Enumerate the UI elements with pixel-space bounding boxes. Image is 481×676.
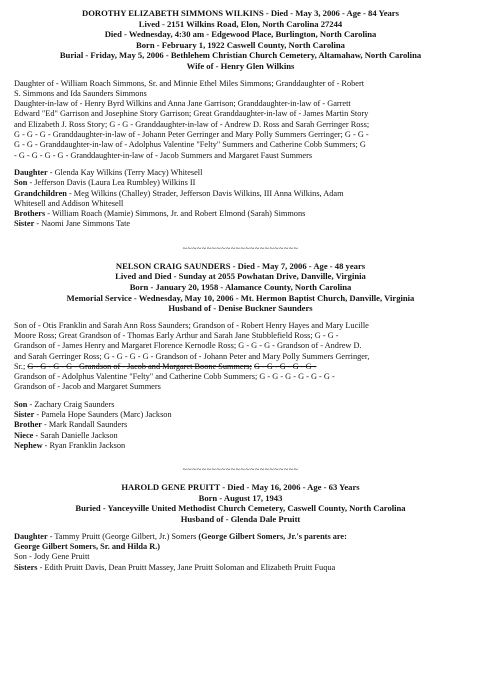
- survivor-line: [14, 219, 467, 229]
- survivors-list: [14, 532, 467, 573]
- header-line: Husband of - Denise Buckner Saunders: [168, 303, 313, 314]
- survivor-line: [14, 420, 467, 430]
- survivor-label: Brother: [14, 420, 42, 430]
- survivor-line: [14, 400, 467, 410]
- survivor-label: Brothers: [14, 209, 46, 219]
- lineage-line: Grandson of - James Henry and Margaret Florence Kernodle Ross; G - G - G - Grandson of - Andrew D.: [14, 341, 362, 351]
- survivor-label: Grandchildren: [14, 188, 67, 198]
- obituary-header: [14, 482, 467, 524]
- lineage-line: Son of - Otis Franklin and Sarah Ann Ross Saunders; Grandson of - Robert Henry Hayes and Mary Lucille: [14, 320, 369, 330]
- survivor-label: Nephew: [14, 440, 43, 450]
- lineage-line: Moore Ross; Great Grandson of - Thomas Early Arthur and Sarah Jane Stubblefield Ross; G - G -: [14, 330, 339, 340]
- survivor-note: George Gilbert Somers, Sr. and Hilda R.): [14, 541, 161, 551]
- lineage-line: G - G - G - Granddaughter-in-law of - Johann Peter Gerringer and Mary Polly Summers Gerringer; G - G -: [14, 130, 369, 140]
- lineage-line: Daughter-in-law of - Henry Byrd Wilkins and Anna Jane Garrison; Granddaughter-in-law of - Garrett: [14, 99, 351, 109]
- lineage-line: and Sarah Gerringer Ross; G - G - G - G - Grandson of - Johann Peter and Mary Polly Summers Gerringer,: [14, 351, 370, 361]
- struck-text: G - G - G - G - Grandson of - Jacob and Margaret Boone Summers;: [27, 361, 252, 371]
- obituary-pruitt: [14, 482, 467, 573]
- lineage-line: S. Simmons and Ida Saunders Simmons: [14, 88, 147, 98]
- header-line: Burial - Friday, May 5, 2006 - Bethlehem Christian Church Cemetery, Altamahaw, North Carolina: [59, 50, 422, 61]
- survivor-label: Sister: [14, 410, 35, 420]
- header-line: DOROTHY ELIZABETH SIMMONS WILKINS - Died - May 3, 2006 - Age - 84 Years: [82, 8, 399, 18]
- lineage-line: Grandson of - Jacob and Margaret Summers: [14, 382, 161, 392]
- survivor-text: - Jefferson Davis (Laura Lea Rumbley) Wilkins II: [27, 178, 196, 188]
- survivor-note: (George Gilbert Somers, Jr.'s parents are:: [196, 531, 347, 541]
- header-line: Memorial Service - Wednesday, May 10, 2006 - Mt. Hermon Baptist Church, Danville, Virginia: [66, 292, 415, 303]
- obituary-wilkins: [14, 8, 467, 230]
- header-line: HAROLD GENE PRUITT - Died - May 16, 2006 - Age - 63 Years: [121, 482, 360, 493]
- survivor-text: Son - Jody Gene Pruitt: [14, 552, 90, 562]
- lineage-line: and Elizabeth J. Ross Story; G - G - Granddaughter-in-law of - Andrew D. Ross and Sarah Gerringer Ross;: [14, 119, 370, 129]
- lineage-text: Sr.;: [14, 361, 26, 371]
- survivor-label: Sisters: [14, 562, 38, 572]
- struck-text: G - G - G - G - G -: [253, 361, 317, 371]
- header-line: Lived and Died - Sunday at 2055 Powhatan Drive, Danville, Virginia: [115, 271, 366, 282]
- survivors-list: [14, 168, 467, 230]
- survivor-label: Sister: [14, 219, 35, 229]
- survivor-line: [14, 209, 467, 219]
- survivor-text: - Tammy Pruitt (George Gilbert, Jr.) Somers: [47, 531, 197, 541]
- lineage-line: Daughter of - William Roach Simmons, Sr. and Minnie Ethel Miles Simmons; Granddaughter of - Robert: [14, 78, 365, 88]
- header-line: NELSON CRAIG SAUNDERS - Died - May 7, 2006 - Age - 48 years: [115, 260, 366, 271]
- section-divider: [14, 244, 467, 253]
- lineage-paragraph: [14, 79, 467, 161]
- survivor-line: [14, 441, 467, 451]
- section-divider: [14, 465, 467, 474]
- obituary-header: [14, 8, 467, 72]
- header-line: Born - January 20, 1958 - Alamance County, North Carolina: [129, 281, 352, 292]
- survivor-line: [14, 532, 467, 542]
- obituary-saunders: [14, 261, 467, 452]
- survivor-text: - Sarah Danielle Jackson: [33, 430, 118, 440]
- survivor-label: Son: [14, 178, 28, 188]
- survivor-line: [14, 189, 467, 199]
- header-line: Husband of - Glenda Dale Pruitt: [180, 514, 301, 525]
- lineage-line: Grandson of - Adolphus Valentine "Felty" and Catherine Cobb Summers; G - G - G - G - G - G -: [14, 372, 335, 382]
- survivor-text: - Naomi Jane Simmons Tate: [34, 219, 131, 229]
- survivor-label: Niece: [14, 430, 34, 440]
- lineage-paragraph: [14, 321, 467, 393]
- survivor-label: Daughter: [14, 167, 48, 177]
- header-line: Lived - 2151 Wilkins Road, Elon, North Carolina 27244: [138, 18, 343, 29]
- header-line: Born - August 17, 1943: [198, 492, 283, 503]
- survivor-text: - Zachary Craig Saunders: [27, 399, 115, 409]
- header-line: Wife of - Henry Glen Wilkins: [186, 60, 295, 71]
- obituary-header: [14, 261, 467, 314]
- survivor-text: - William Roach (Mamie) Simmons, Jr. and Robert Elmond (Sarah) Simmons: [45, 209, 306, 219]
- header-line: Died - Wednesday, 4:30 am - Edgewood Place, Burlington, North Carolina: [104, 29, 377, 40]
- survivor-line: [14, 178, 467, 188]
- lineage-line: G - G - Granddaughter-in-law of - Adolphus Valentine "Felty" Summers and Catherine Cobb Summers; G: [14, 140, 366, 150]
- survivor-text: - Pamela Hope Saunders (Marc) Jackson: [34, 410, 172, 420]
- survivor-line: [14, 168, 467, 178]
- survivors-list: [14, 400, 467, 451]
- lineage-line: [14, 362, 467, 372]
- header-line: Buried - Yanceyville United Methodist Church Cemetery, Caswell County, North Carolina: [75, 503, 406, 514]
- survivor-text: - Mark Randall Saunders: [41, 420, 128, 430]
- survivor-text: Whitesell and Addison Whitesell: [14, 198, 124, 208]
- survivor-text: - Ryan Franklin Jackson: [42, 440, 126, 450]
- survivor-text: - Meg Wilkins (Challey) Strader, Jefferson Davis Wilkins, III Anna Wilkins, Adam: [66, 188, 344, 198]
- survivor-text: - Glenda Kay Wilkins (Terry Macy) Whitesell: [47, 167, 203, 177]
- survivor-label: Son: [14, 399, 28, 409]
- survivor-line: [14, 552, 467, 562]
- lineage-line: - G - G - G - G - Granddaughter-in-law of - Jacob Summers and Margaret Faust Summers: [14, 150, 313, 160]
- survivor-line: [14, 199, 467, 209]
- header-line: Born - February 1, 1922 Caswell County, North Carolina: [136, 39, 345, 50]
- survivor-line: [14, 431, 467, 441]
- lineage-line: Edward "Ed" Garrison and Josephine Story Garrison; Great Granddaughter-in-law of - James Martin Story: [14, 109, 369, 119]
- survivor-line: [14, 563, 467, 573]
- survivor-label: Daughter: [14, 531, 48, 541]
- survivor-line: [14, 410, 467, 420]
- survivor-text: - Edith Pruitt Davis, Dean Pruitt Massey, Jane Pruitt Soloman and Elizabeth Pruitt Fuqua: [37, 562, 336, 572]
